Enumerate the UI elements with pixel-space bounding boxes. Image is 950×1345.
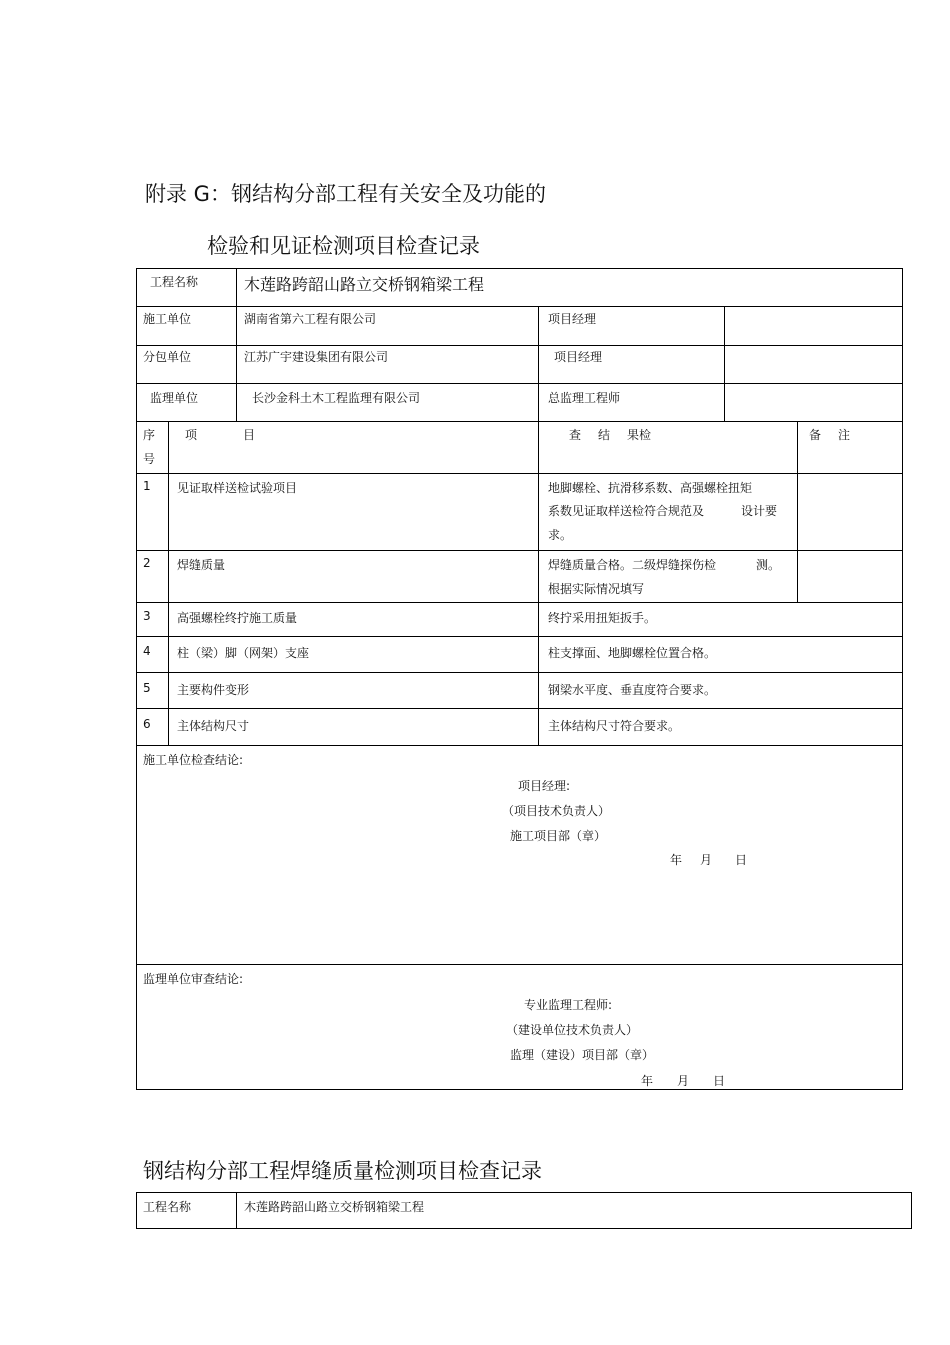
subcontract-unit-label: 分包单位 — [143, 350, 192, 364]
col-no-header-b: 号 — [143, 452, 156, 466]
project-name-label: 工程名称 — [150, 275, 199, 289]
row-2-result-line-1a: 焊缝质量合格。二级焊缝探伤检 — [548, 558, 717, 572]
row-2-item: 焊缝质量 — [177, 558, 226, 572]
construction-unit-value: 湖南省第六工程有限公司 — [244, 312, 377, 326]
row-1-no: 1 — [143, 479, 151, 493]
row-4-result: 柱支撑面、地脚螺栓位置合格。 — [548, 646, 717, 660]
section-2-project-name-value: 木莲路跨韶山路立交桥钢箱梁工程 — [244, 1200, 425, 1214]
supervisor-date-year: 年 — [641, 1074, 654, 1088]
supervisor-engineer: 专业监理工程师: — [524, 998, 613, 1012]
contractor-date-year: 年 — [670, 853, 683, 867]
section-2-project-name-label: 工程名称 — [143, 1200, 192, 1214]
row-1-result-line-3: 求。 — [548, 528, 573, 542]
contractor-dept-seal: 施工项目部（章） — [510, 829, 607, 843]
project-manager-label-1: 项目经理 — [548, 312, 597, 326]
row-1-item: 见证取样送检试验项目 — [177, 481, 298, 495]
subcontract-unit-value: 江苏广宇建设集团有限公司 — [244, 350, 389, 364]
col-result-header-b: 结 — [598, 428, 611, 442]
row-3-result: 终拧采用扭矩扳手。 — [548, 611, 657, 625]
supervisor-tech-lead: （建设单位技术负责人） — [506, 1023, 639, 1037]
row-3-no: 3 — [143, 609, 151, 623]
contractor-project-manager: 项目经理: — [518, 779, 571, 793]
row-5-no: 5 — [143, 681, 151, 695]
contractor-tech-lead: （项目技术负责人） — [502, 804, 611, 818]
row-2-result-line-1b: 测。 — [756, 558, 781, 572]
heading-line-1: 附录 G：钢结构分部工程有关安全及功能的 — [145, 182, 546, 206]
contractor-date-day: 日 — [735, 853, 748, 867]
col-item-header-a: 项 — [185, 428, 198, 442]
construction-unit-label: 施工单位 — [143, 312, 192, 326]
section-2-title: 钢结构分部工程焊缝质量检测项目检查记录 — [143, 1159, 542, 1183]
row-2-no: 2 — [143, 556, 151, 570]
row-2-result-line-2: 根据实际情况填写 — [548, 582, 645, 596]
row-5-result: 钢梁水平度、垂直度符合要求。 — [548, 683, 717, 697]
col-result-header-a: 查 — [569, 428, 582, 442]
contractor-conclusion-label: 施工单位检查结论: — [143, 753, 244, 767]
supervisor-date-day: 日 — [713, 1074, 726, 1088]
project-name-value: 木莲路跨韶山路立交桥钢箱梁工程 — [244, 275, 485, 294]
project-manager-label-2: 项目经理 — [554, 350, 603, 364]
supervisor-date-month: 月 — [677, 1074, 690, 1088]
row-3-item: 高强螺栓终拧施工质量 — [177, 611, 298, 625]
col-remark-header-a: 备 — [809, 428, 822, 442]
row-6-no: 6 — [143, 717, 151, 731]
supervisor-conclusion-label: 监理单位审查结论: — [143, 972, 244, 986]
row-1-result-line-1: 地脚螺栓、抗滑移系数、高强螺栓扭矩 — [548, 481, 753, 495]
col-remark-header-b: 注 — [838, 428, 851, 442]
row-5-item: 主要构件变形 — [177, 683, 250, 697]
supervision-unit-label: 监理单位 — [150, 391, 199, 405]
col-no-header-a: 序 — [143, 428, 156, 442]
row-1-result-line-2a: 系数见证取样送检符合规范及 — [548, 504, 705, 518]
row-1-result-line-2b: 设计要 — [741, 504, 778, 518]
row-6-result: 主体结构尺寸符合要求。 — [548, 719, 681, 733]
contractor-date-month: 月 — [700, 853, 713, 867]
supervisor-dept-seal: 监理（建设）项目部（章） — [510, 1048, 655, 1062]
supervision-unit-value: 长沙金科土木工程监理有限公司 — [252, 391, 421, 405]
row-6-item: 主体结构尺寸 — [177, 719, 250, 733]
col-result-header-c: 果检 — [627, 428, 652, 442]
row-4-no: 4 — [143, 644, 151, 658]
chief-supervisor-label: 总监理工程师 — [548, 391, 621, 405]
heading-line-2: 检验和见证检测项目检查记录 — [207, 234, 480, 258]
row-4-item: 柱（梁）脚（网架）支座 — [177, 646, 310, 660]
col-item-header-b: 目 — [243, 428, 256, 442]
